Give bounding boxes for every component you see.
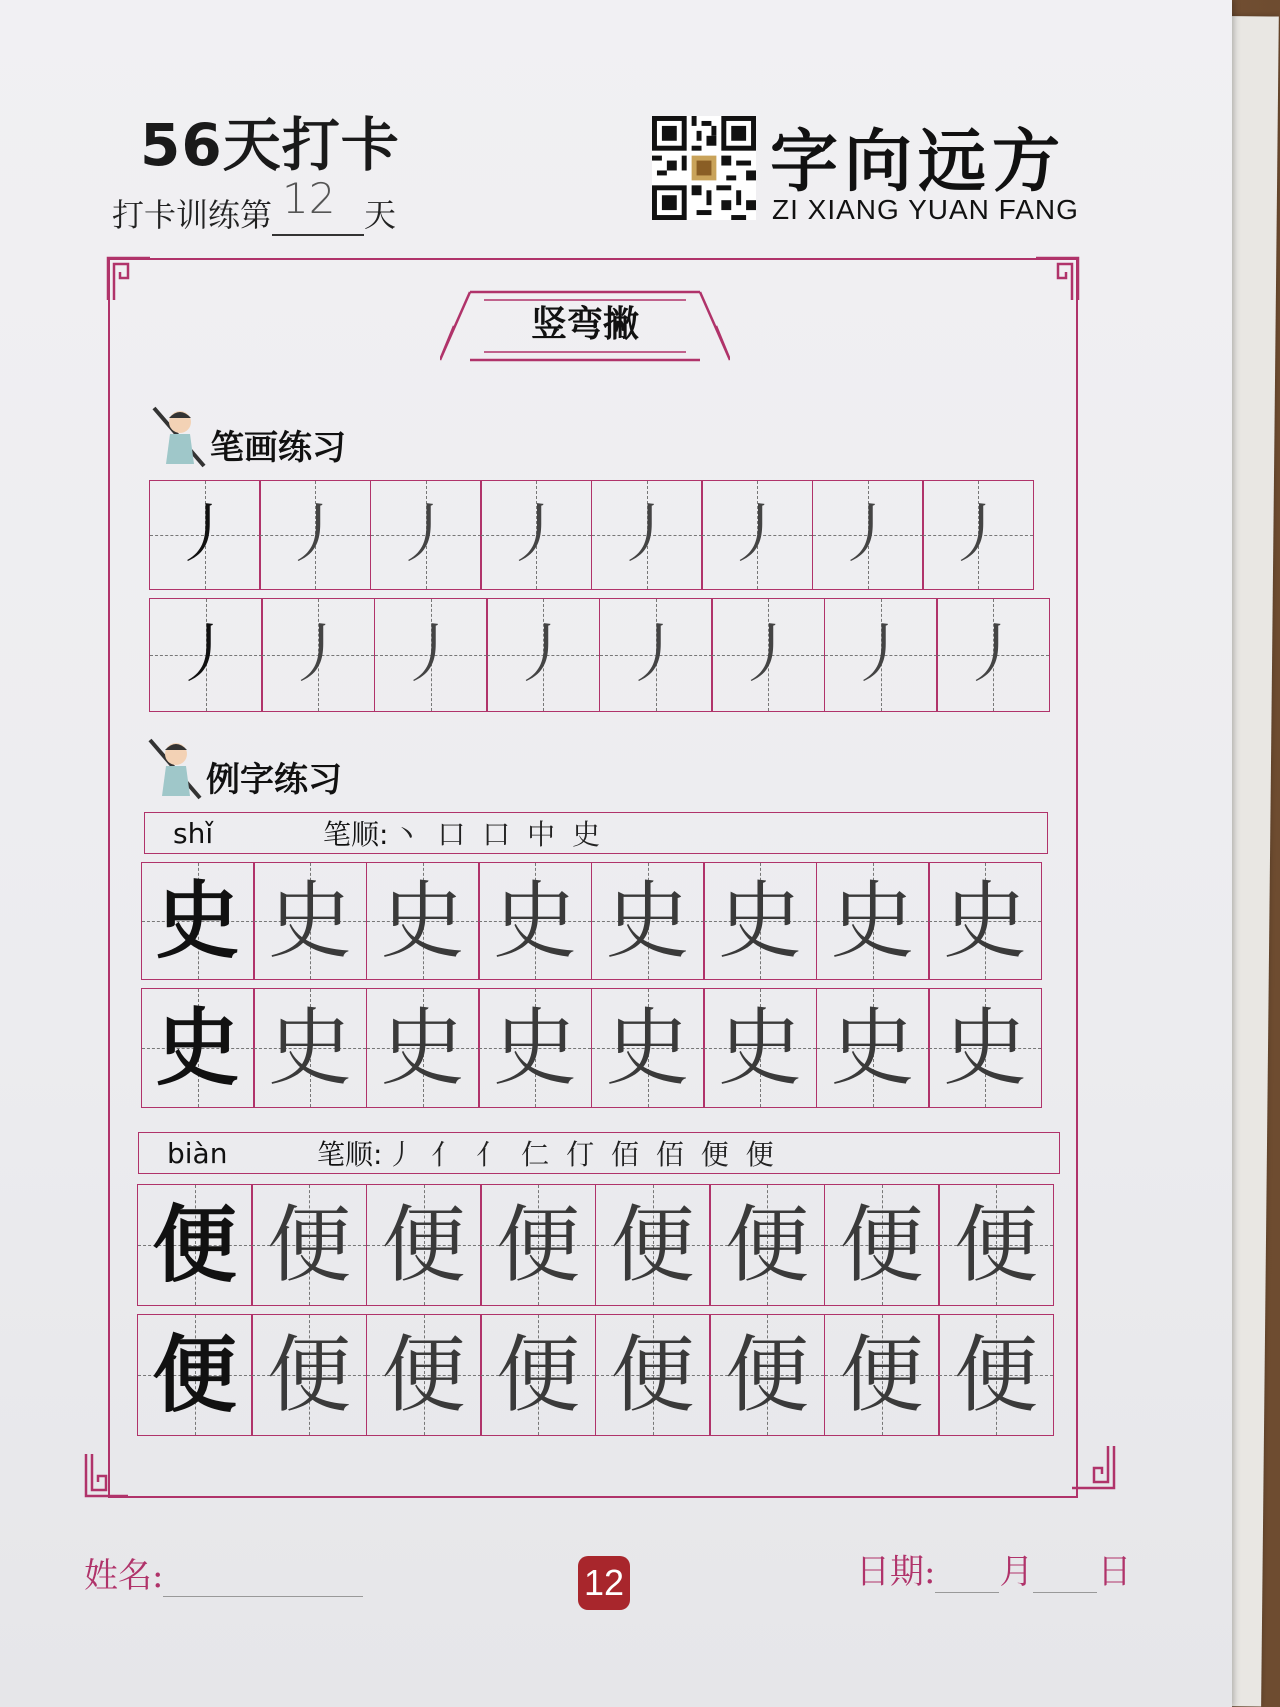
practice-cell[interactable] bbox=[938, 1314, 1054, 1436]
practice-glyph: 便 bbox=[610, 1326, 695, 1424]
day-number: 12 bbox=[282, 174, 336, 223]
practice-cell[interactable] bbox=[703, 862, 817, 980]
practice-glyph: 便 bbox=[953, 1196, 1038, 1294]
practice-cell[interactable] bbox=[480, 1184, 596, 1306]
practice-glyph: 丿 bbox=[848, 618, 913, 692]
page-title: 56天打卡 bbox=[140, 111, 400, 179]
corner-ornament-icon bbox=[1034, 256, 1080, 302]
day-blank[interactable] bbox=[272, 174, 364, 236]
practice-glyph: 便 bbox=[266, 1326, 351, 1424]
practice-glyph: 史 bbox=[267, 872, 352, 970]
practice-glyph: 史 bbox=[380, 999, 465, 1097]
practice-cell[interactable] bbox=[253, 862, 367, 980]
practice-glyph: 丿 bbox=[283, 498, 347, 572]
practice-cell[interactable] bbox=[591, 862, 705, 980]
practice-glyph: 便 bbox=[381, 1326, 466, 1424]
model-cell bbox=[141, 988, 255, 1108]
practice-glyph: 史 bbox=[830, 999, 915, 1097]
practice-glyph: 丿 bbox=[623, 618, 688, 692]
month-label: 月 bbox=[999, 1552, 1034, 1592]
practice-glyph: 丿 bbox=[961, 618, 1025, 692]
model-cell bbox=[141, 862, 255, 980]
char-info-row-bian bbox=[138, 1132, 1060, 1174]
char-info-row-shi bbox=[144, 812, 1048, 854]
practice-cell[interactable] bbox=[480, 1314, 596, 1436]
char-practice-row bbox=[142, 988, 1042, 1108]
practice-glyph: 史 bbox=[380, 872, 465, 970]
practice-glyph: 便 bbox=[953, 1326, 1038, 1424]
practice-cell[interactable] bbox=[709, 1184, 825, 1306]
practice-cell[interactable] bbox=[591, 480, 703, 590]
practice-glyph: 史 bbox=[605, 872, 690, 970]
brand-logo-chinese: 字向远方 bbox=[770, 122, 1067, 202]
practice-cell[interactable] bbox=[711, 598, 825, 712]
pinyin-label: biàn bbox=[167, 1136, 228, 1170]
name-field bbox=[84, 1548, 363, 1597]
practice-cell[interactable] bbox=[922, 480, 1034, 590]
practice-glyph: 丿 bbox=[614, 498, 679, 572]
practice-cell[interactable] bbox=[824, 1184, 940, 1306]
model-glyph: 丿 bbox=[173, 618, 238, 692]
practice-cell[interactable] bbox=[938, 1184, 1054, 1306]
practice-glyph: 便 bbox=[610, 1196, 695, 1294]
practice-cell[interactable] bbox=[824, 1314, 940, 1436]
practice-cell[interactable] bbox=[824, 598, 938, 712]
practice-glyph: 丿 bbox=[286, 618, 350, 692]
corner-ornament-icon bbox=[106, 256, 152, 302]
practice-cell[interactable] bbox=[253, 988, 367, 1108]
scholar-mascot-icon bbox=[146, 736, 204, 802]
practice-cell[interactable] bbox=[816, 862, 930, 980]
char-practice-title: 例字练习 bbox=[206, 760, 342, 800]
model-glyph: 便 bbox=[152, 1195, 237, 1294]
practice-cell[interactable] bbox=[703, 988, 817, 1108]
name-label: 姓名: bbox=[84, 1556, 164, 1596]
char-practice-row bbox=[138, 1184, 1054, 1306]
practice-glyph: 史 bbox=[267, 999, 352, 1097]
stroke-order-label: 笔顺: bbox=[317, 1138, 383, 1171]
day-suffix: 天 bbox=[364, 196, 397, 234]
model-cell bbox=[137, 1184, 253, 1306]
stroke-practice-row bbox=[150, 598, 1050, 712]
stroke-order-sequence: 丿 亻 亻 仁 仃 佰 佰 便 便 bbox=[386, 1138, 778, 1171]
practice-glyph: 丿 bbox=[511, 618, 575, 692]
practice-cell[interactable] bbox=[251, 1184, 367, 1306]
practice-glyph: 丿 bbox=[736, 618, 800, 692]
practice-cell[interactable] bbox=[591, 988, 705, 1108]
practice-cell[interactable] bbox=[374, 598, 488, 712]
practice-glyph: 便 bbox=[839, 1326, 924, 1424]
practice-cell[interactable] bbox=[366, 862, 480, 980]
practice-glyph: 史 bbox=[605, 999, 690, 1097]
char-practice-row bbox=[142, 862, 1042, 980]
qr-code-icon bbox=[652, 116, 756, 220]
practice-glyph: 便 bbox=[724, 1326, 809, 1424]
practice-glyph: 史 bbox=[492, 999, 577, 1097]
practice-cell[interactable] bbox=[478, 862, 592, 980]
scholar-mascot-icon bbox=[150, 404, 208, 470]
practice-glyph: 丿 bbox=[393, 498, 458, 572]
practice-cell[interactable] bbox=[259, 480, 371, 590]
stroke-order-label: 笔顺: bbox=[323, 818, 389, 851]
practice-cell[interactable] bbox=[812, 480, 924, 590]
day-counter bbox=[112, 174, 397, 236]
practice-cell[interactable] bbox=[478, 988, 592, 1108]
practice-glyph: 便 bbox=[839, 1196, 924, 1294]
model-cell bbox=[149, 480, 261, 590]
practice-cell[interactable] bbox=[701, 480, 813, 590]
day-label: 日 bbox=[1097, 1552, 1132, 1592]
practice-cell[interactable] bbox=[366, 1314, 482, 1436]
page-number-badge: 12 bbox=[578, 1556, 630, 1610]
practice-glyph: 便 bbox=[381, 1196, 466, 1294]
stroke-order-sequence: 丶 口 口 中 史 bbox=[392, 818, 605, 851]
practice-cell[interactable] bbox=[366, 1184, 482, 1306]
practice-cell[interactable] bbox=[480, 480, 592, 590]
practice-cell[interactable] bbox=[370, 480, 482, 590]
practice-glyph: 丿 bbox=[835, 498, 900, 572]
practice-glyph: 史 bbox=[717, 999, 802, 1097]
day-prefix: 打卡训练第 bbox=[112, 196, 273, 234]
practice-glyph: 史 bbox=[492, 872, 577, 970]
corner-ornament-icon bbox=[1070, 1444, 1116, 1490]
practice-cell[interactable] bbox=[486, 598, 600, 712]
model-glyph: 便 bbox=[152, 1325, 237, 1424]
practice-cell[interactable] bbox=[251, 1314, 367, 1436]
practice-glyph: 便 bbox=[724, 1196, 809, 1294]
stroke-name: 竖弯撇 bbox=[530, 304, 639, 345]
practice-glyph: 史 bbox=[942, 872, 1027, 970]
practice-glyph: 丿 bbox=[504, 498, 568, 572]
practice-cell[interactable] bbox=[816, 988, 930, 1108]
practice-cell[interactable] bbox=[928, 862, 1042, 980]
practice-glyph: 便 bbox=[266, 1196, 351, 1294]
practice-cell[interactable] bbox=[595, 1314, 711, 1436]
stroke-practice-row bbox=[150, 480, 1034, 590]
model-cell bbox=[149, 598, 263, 712]
practice-glyph: 便 bbox=[495, 1326, 580, 1424]
practice-glyph: 史 bbox=[942, 999, 1027, 1097]
day-blank[interactable] bbox=[1033, 1562, 1097, 1593]
practice-glyph: 丿 bbox=[725, 498, 789, 572]
practice-cell[interactable] bbox=[928, 988, 1042, 1108]
model-cell bbox=[137, 1314, 253, 1436]
practice-glyph: 史 bbox=[830, 872, 915, 970]
practice-cell[interactable] bbox=[261, 598, 375, 712]
practice-cell[interactable] bbox=[709, 1314, 825, 1436]
date-field bbox=[856, 1544, 1131, 1593]
char-practice-row bbox=[138, 1314, 1054, 1436]
model-glyph: 丿 bbox=[172, 498, 237, 572]
model-glyph: 史 bbox=[155, 871, 240, 970]
date-label: 日期: bbox=[856, 1552, 936, 1592]
practice-glyph: 丿 bbox=[398, 618, 463, 692]
practice-cell[interactable] bbox=[599, 598, 713, 712]
practice-cell[interactable] bbox=[366, 988, 480, 1108]
brand-logo-english: ZI XIANG YUAN FANG bbox=[772, 194, 1079, 225]
practice-cell[interactable] bbox=[595, 1184, 711, 1306]
corner-ornament-icon bbox=[84, 1452, 130, 1498]
model-glyph: 史 bbox=[155, 998, 240, 1097]
month-blank[interactable] bbox=[935, 1562, 999, 1593]
stroke-practice-title: 笔画练习 bbox=[210, 428, 346, 468]
practice-cell[interactable] bbox=[936, 598, 1050, 712]
name-blank[interactable] bbox=[163, 1566, 363, 1597]
pinyin-label: shǐ bbox=[173, 816, 214, 850]
practice-glyph: 史 bbox=[717, 872, 802, 970]
practice-glyph: 丿 bbox=[946, 498, 1010, 572]
practice-glyph: 便 bbox=[495, 1196, 580, 1294]
